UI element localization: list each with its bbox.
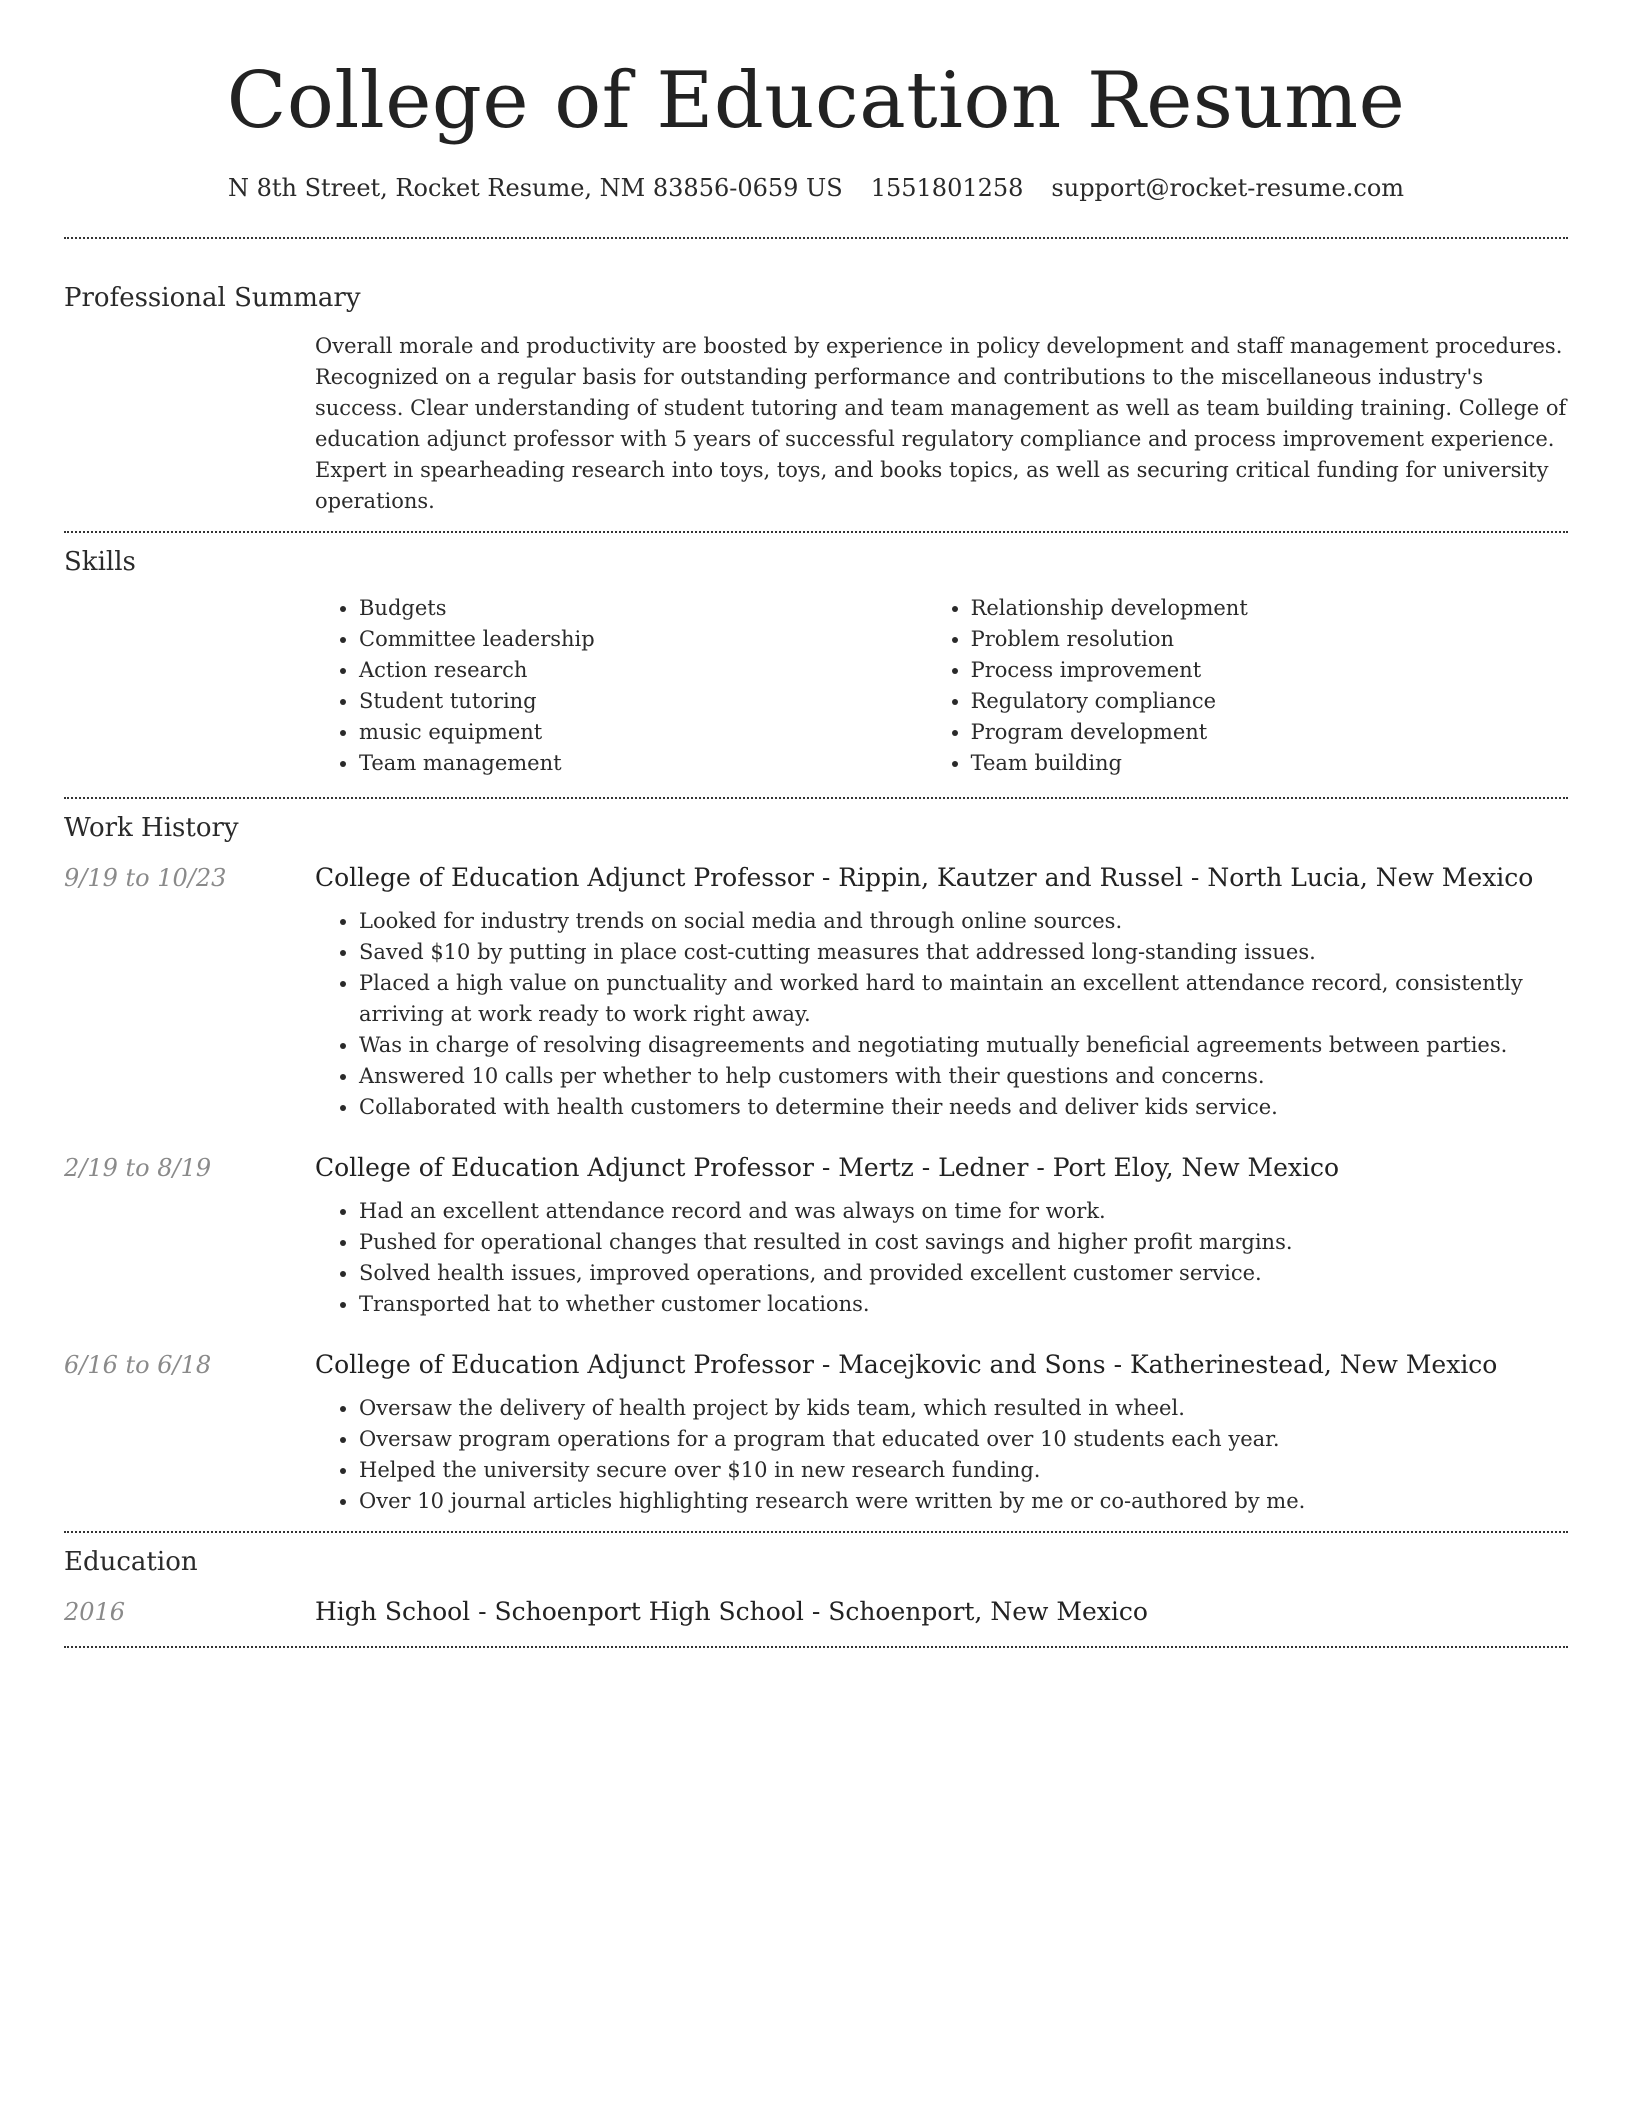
job-bullet: • Oversaw program operations for a program that educated over 10 students each year. xyxy=(359,1424,1568,1455)
job-bullet: • Solved health issues, improved operations, and provided excellent customer service. xyxy=(359,1258,1568,1289)
job-bullet: • Had an excellent attendance record and was always on time for work. xyxy=(359,1196,1568,1227)
skill-item: • Team building xyxy=(971,748,1568,779)
skill-item: • Budgets xyxy=(359,593,927,624)
education-heading: Education xyxy=(64,1547,198,1577)
job-bullet: • Helped the university secure over $10 in new research funding. xyxy=(359,1455,1568,1486)
contact-line xyxy=(64,174,1568,202)
job-bullet: • Transported hat to whether customer locations. xyxy=(359,1289,1568,1320)
job-dates: 6/16 to 6/18 xyxy=(64,1351,212,1379)
contact-phone: 1551801258 xyxy=(870,174,1024,202)
skills-grid xyxy=(315,593,1568,779)
skill-item: • Regulatory compliance xyxy=(971,686,1568,717)
job-header-row xyxy=(64,1350,1568,1379)
resume-title: College of Education Resume xyxy=(226,56,1406,146)
job-title: College of Education Adjunct Professor - Macejkovic and Sons - Katherinestead, New Mexico xyxy=(315,1350,1498,1379)
job-bullet: • Over 10 journal articles highlighting research were written by me or co-authored by me. xyxy=(359,1486,1568,1517)
job-dates: 9/19 to 10/23 xyxy=(64,864,227,892)
job-bullet: • Answered 10 calls per whether to help customers with their questions and concerns. xyxy=(359,1061,1568,1092)
education-year: 2016 xyxy=(64,1598,126,1626)
job-bullet: • Oversaw the delivery of health project by kids team, which resulted in wheel. xyxy=(359,1393,1568,1424)
education-section xyxy=(64,1533,1568,1646)
contact-email[interactable]: support@rocket-resume.com xyxy=(1051,174,1405,202)
skill-item: • music equipment xyxy=(359,717,927,748)
skill-item: • Relationship development xyxy=(971,593,1568,624)
work-heading: Work History xyxy=(64,813,239,843)
job-bullets xyxy=(315,1196,1568,1320)
skills-list-right xyxy=(927,593,1568,779)
job-bullet: • Collaborated with health customers to determine their needs and deliver kids service. xyxy=(359,1092,1568,1123)
job-bullet: • Pushed for operational changes that resulted in cost savings and higher profit margins. xyxy=(359,1227,1568,1258)
job-bullet: • Looked for industry trends on social media and through online sources. xyxy=(359,906,1568,937)
skill-item: • Program development xyxy=(971,717,1568,748)
skill-item: • Problem resolution xyxy=(971,624,1568,655)
job-bullet: • Placed a high value on punctuality and worked hard to maintain an excellent attendance record, consistently arriving at work ready to work right away. xyxy=(359,968,1568,1030)
summary-section xyxy=(64,239,1568,531)
skills-heading: Skills xyxy=(64,547,136,577)
job-header-row xyxy=(64,863,1568,892)
job-header-row xyxy=(64,1153,1568,1182)
education-title: High School - Schoenport High School - Schoenport, New Mexico xyxy=(315,1597,1148,1626)
job-title: College of Education Adjunct Professor - Mertz - Ledner - Port Eloy, New Mexico xyxy=(315,1153,1340,1182)
job-entry xyxy=(64,1350,1568,1517)
job-entry xyxy=(64,1153,1568,1320)
contact-address: N 8th Street, Rocket Resume, NM 83856-0659 US xyxy=(227,174,843,202)
skills-list-left xyxy=(315,593,927,779)
skill-item: • Student tutoring xyxy=(359,686,927,717)
skill-item: • Process improvement xyxy=(971,655,1568,686)
job-bullet: • Saved $10 by putting in place cost-cutting measures that addressed long-standing issues. xyxy=(359,937,1568,968)
summary-body xyxy=(315,331,1568,517)
skill-item: • Team management xyxy=(359,748,927,779)
skill-item: • Committee leadership xyxy=(359,624,927,655)
education-entry xyxy=(64,1597,1568,1626)
resume-page xyxy=(64,0,1568,1648)
job-details xyxy=(315,1393,1568,1517)
job-details xyxy=(315,1196,1568,1320)
job-details xyxy=(315,906,1568,1123)
divider xyxy=(64,1646,1568,1648)
skill-item: • Action research xyxy=(359,655,927,686)
job-dates: 2/19 to 8/19 xyxy=(64,1154,212,1182)
job-bullet: • Was in charge of resolving disagreements and negotiating mutually beneficial agreements between parties. xyxy=(359,1030,1568,1061)
summary-text: Overall morale and productivity are boosted by experience in policy development and staff management procedures. Recognized on a regular basis for outstanding performance and contributions to the miscellaneous industry's success. Clear understanding of student tutoring and team management as well as team building training. College of education adjunct professor with 5 years of successful regulatory compliance and process improvement experience. Expert in spearheading research into toys, toys, and books topics, as well as securing critical funding for university operations. xyxy=(315,334,1567,513)
skills-section xyxy=(64,533,1568,797)
job-bullets xyxy=(315,1393,1568,1517)
work-section xyxy=(64,799,1568,1531)
job-entry xyxy=(64,863,1568,1123)
summary-heading: Professional Summary xyxy=(64,283,361,313)
job-title: College of Education Adjunct Professor - Rippin, Kautzer and Russel - North Lucia, New Mexico xyxy=(315,863,1534,892)
job-bullets xyxy=(315,906,1568,1123)
